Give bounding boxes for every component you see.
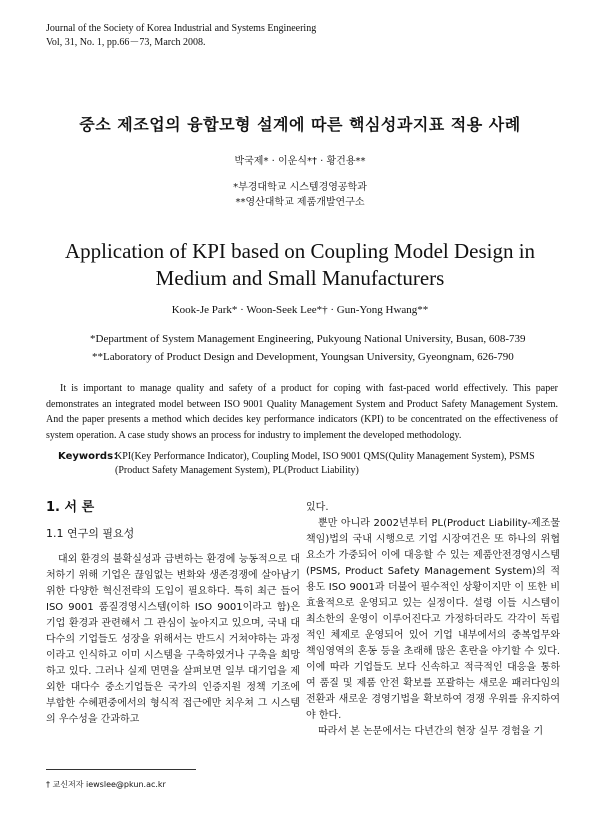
korean-authors: 박국제* · 이운식*† · 황건용** <box>234 156 366 167</box>
english-title-line-2: Medium and Small Manufacturers <box>155 266 445 290</box>
english-authors: Kook-Je Park* · Woon-Seek Lee*† · Gun-Yong Hwang** <box>171 304 429 316</box>
right-column <box>306 500 560 740</box>
korean-affiliation-2: **영산대학교 제품개발연구소 <box>235 197 365 208</box>
footnote-divider <box>46 769 196 770</box>
english-title <box>0 238 600 292</box>
english-affiliation-1: *Department of System Management Engineering, Pukyoung National University, Busan, 608-739 <box>90 333 526 345</box>
section-heading: 1. 서 론 <box>46 500 95 515</box>
left-column <box>46 500 300 728</box>
korean-affiliation-1: *부경대학교 시스템경영공학과 <box>233 182 367 193</box>
abstract: It is important to manage quality and safety of a product for coping with fast-paced world effectively. This paper demonstrates an integrated model between ISO 9001 Quality Management System and Product Safety Management System. And the paper presents a method which decides key performance indicators (KPI) to be concentrated on the effectiveness of system operation. A case study shows an process for industry to implement the developed methodology. <box>46 383 558 441</box>
english-affiliations <box>90 330 530 366</box>
korean-title: 중소 제조업의 융합모형 설계에 따른 핵심성과지표 적용 사례 <box>79 115 521 134</box>
journal-header <box>46 22 316 50</box>
footnote: † 교신저자 iewslee@pkun.ac.kr <box>46 780 166 789</box>
body-paragraph: 뿐만 아니라 2002년부터 PL(Product Liability-제조물책임)법의 국내 시행으로 기업 시장여건은 또 하나의 위협요소가 가중되어 이에 대응할 수 있는 제품안전경영시스템(PSMS, Product Safety Management System)의 적용도 ISO 9001과 더불어 필수적인 상황이지만 이 또한 비효율적으로 운영되고 있는 실정이다. 설령 이들 시스템이 최소한의 운영이 이루어진다고 가정하더라도 각각이 독립적인 체제로 운영되어 있어 기업 내부에서의 중복업무와 책임영역의 혼동 등을 초래해 많은 혼란을 야기할 수 있다. 이에 따라 기업들도 보다 신속하고 적극적인 대응을 통하여 품질 및 제품 안전 확보를 포괄하는 새로운 패러다임의 전환과 새로운 경영기법을 확보하여 경쟁 우위를 유지하여야 한다. <box>306 518 560 721</box>
keywords-value: KPI(Key Performance Indicator), Coupling Model, ISO 9001 QMS(Qulity Management System), PSMS (Product Safety Management System), PL(Product Liability) <box>115 451 535 476</box>
keywords-label: Keywords： <box>58 451 124 462</box>
body-paragraph: 대외 환경의 불확실성과 급변하는 환경에 능동적으로 대처하기 위해 기업은 끊임없는 변화와 생존경쟁에 살아남기 위한 다양한 혁신전략의 도입이 필요하다. 특히 최근 들어 ISO 9001 품질경영시스템(이하 ISO 9001이라고 함)은 기업 환경과 관련해서 그 관심이 높아지고 있으며, 국내 대다수의 기업들도 성장을 위해서는 반드시 거쳐야하는 과정이라고 인식하고 이미 시스템을 구축하였거나 구축을 희망하고 있다. 그러나 실제 면면을 살펴보면 일부 대기업을 제외한 대다수 중소기업들은 국가의 인증지원 정책 기조에 부합한 수혜편중에서의 형식적 접근에만 치우쳐 그 시스템의 우수성을 간과하고 <box>46 554 300 725</box>
korean-affiliations <box>0 180 600 210</box>
body-paragraph: 따라서 본 논문에서는 다년간의 현장 실무 경험을 기 <box>318 726 544 737</box>
journal-name: Journal of the Society of Korea Industrial and Systems Engineering <box>46 23 317 34</box>
english-title-line-1: Application of KPI based on Coupling Model Design in <box>64 239 536 263</box>
journal-volume: Vol, 31, No. 1, pp.66－73, March 2008. <box>46 37 206 48</box>
body-paragraph-continuation: 있다. <box>306 502 329 513</box>
english-affiliation-2: **Laboratory of Product Design and Development, Youngsan University, Gyeongnam, 626-790 <box>92 351 514 363</box>
subsection-heading: 1.1 연구의 필요성 <box>46 527 135 540</box>
